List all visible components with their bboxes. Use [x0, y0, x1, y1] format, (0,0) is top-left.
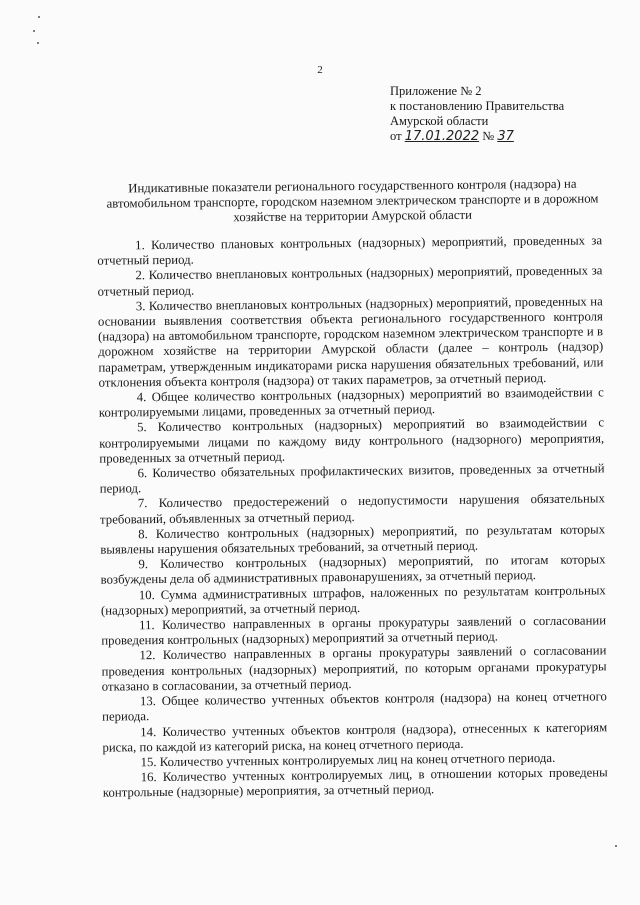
annex-title: Приложение № 2 — [390, 84, 482, 98]
scan-speck — [38, 16, 40, 18]
annex-region: Амурской области — [390, 114, 489, 128]
list-item: 10. Сумма административных штрафов, наложенных по результатам контрольных (надзорных) мероприятий, за отчетный период. — [100, 583, 606, 618]
scan-speck — [615, 845, 617, 847]
number-prefix: № — [482, 129, 495, 143]
list-item: 14. Количество учтенных объектов контроля (надзора), отнесенных к категориям риска, по каждой из категорий риска, на конец отчетного периода. — [102, 719, 608, 755]
list-item: 3. Количество внеплановых контрольных (надзорных) мероприятий, проведенных на основании выявления соответствия объекта регионального государственного контроля (надзора) на автомобильном транспорте, городском наземном электрическом транспорте и в дорожном хозяйстве на территории Амурской области (далее – контроль (надзор) параметрам, утвержденным индикаторами риска нарушения обязательных требований, или отклонения объекта контроля (надзора) от таких параметров, за отчетный период. — [97, 294, 604, 390]
date-prefix: от — [390, 129, 402, 143]
list-item: 4. Общее количество контрольных (надзорных) мероприятий во взаимодействии с контролируемыми лицами, проведенных за отчетный период. — [98, 385, 604, 420]
list-item: 8. Количество контрольных (надзорных) мероприятий, по результатам которых выявлены нарушения обязательных требований, за отчетный период. — [100, 522, 606, 557]
handwritten-date: 17.01.2022 — [404, 129, 480, 144]
list-item: 5. Количество контрольных (надзорных) мероприятий во взаимодействии с контролируемыми лицами по каждому виду контрольного (надзорного) мероприятия, проведенных за отчетный период. — [99, 415, 605, 466]
list-item: 15. Количество учтенных контролируемых лиц на конец отчетного периода. — [140, 750, 556, 770]
list-item: 9. Количество контрольных (надзорных) мероприятий, по итогам которых возбуждены дела об административных правонарушениях, за отчетный период. — [100, 552, 606, 588]
page-number: 2 — [317, 64, 323, 76]
document-title: Индикативные показатели регионального государственного контроля (надзора) на автомобильном транспорте, городском наземном электрическом транспорте и в дорожном хозяйстве на территории Амурской области — [106, 176, 599, 225]
list-item: 1. Количество плановых контрольных (надзорных) мероприятий, проведенных за отчетный период. — [97, 233, 603, 268]
list-item: 6. Количество обязательных профилактических визитов, проведенных за отчетный период. — [99, 461, 605, 496]
scan-speck — [33, 30, 35, 32]
list-item: 2. Количество внеплановых контрольных (надзорных) мероприятий, проведенных за отчетный период. — [97, 263, 603, 299]
list-item: 16. Количество учтенных контролируемых лиц, в отношении которых проведены контрольные (надзорные) мероприятия, за отчетный период. — [102, 765, 608, 800]
annex-reference: к постановлению Правительства — [390, 99, 565, 113]
scan-speck — [37, 42, 39, 44]
handwritten-number: 37 — [497, 129, 514, 144]
list-item: 12. Количество направленных в органы прокуратуры заявлений о согласовании проведения контрольных (надзорных) мероприятий, по которым органами прокуратуры отказано в согласовании, за отчетный период. — [101, 643, 607, 694]
annex-date-line — [390, 129, 564, 144]
list-item: 7. Количество предостережений о недопустимости нарушения обязательных требований, объявленных за отчетный период. — [99, 491, 605, 527]
annex-header — [390, 84, 564, 144]
list-item: 11. Количество направленных в органы прокуратуры заявлений о согласовании проведения контрольных (надзорных) мероприятий за отчетный период. — [101, 613, 607, 648]
indicator-list — [97, 233, 608, 801]
list-item: 13. Общее количество учтенных объектов контроля (надзора) на конец отчетного периода. — [102, 689, 607, 724]
